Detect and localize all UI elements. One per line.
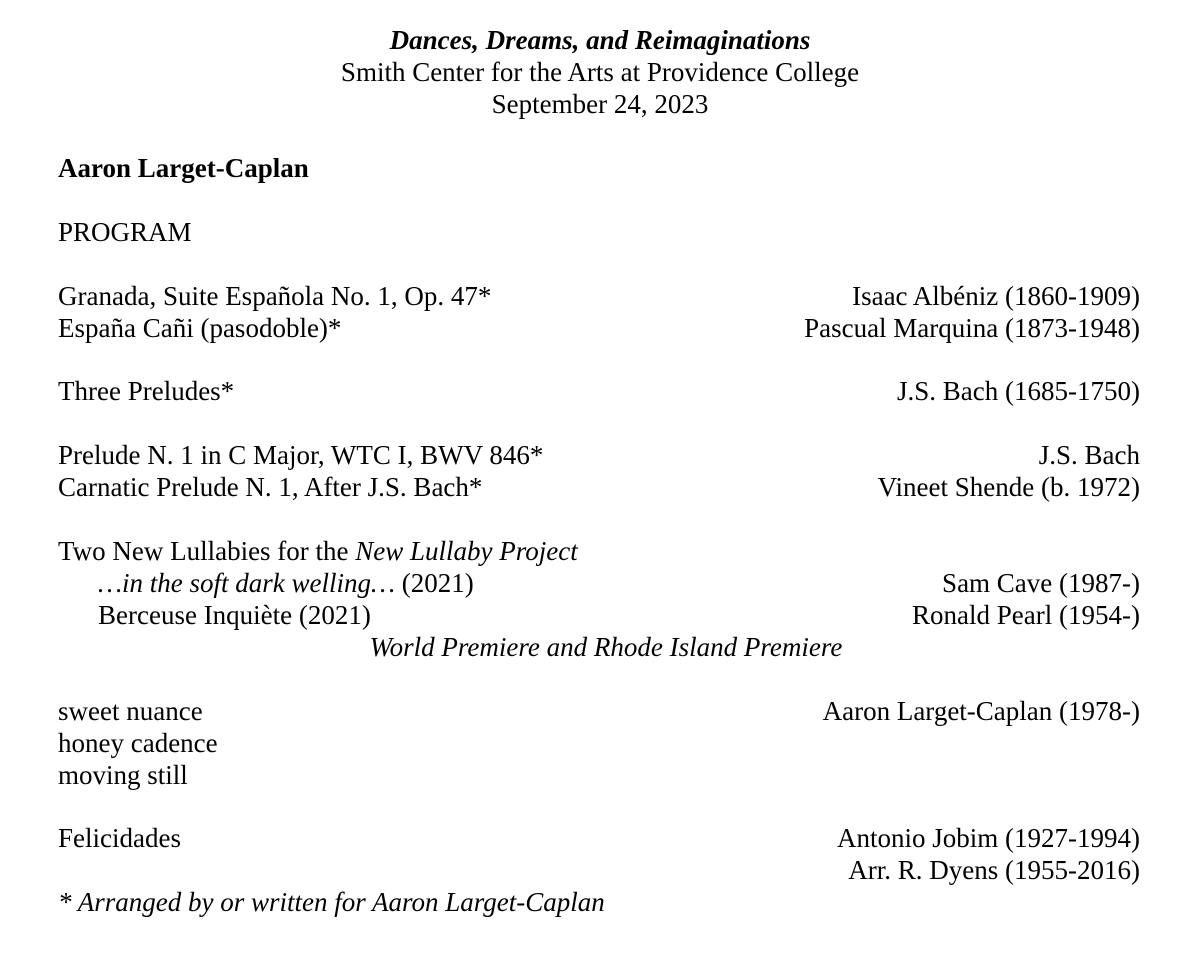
work-title bbox=[58, 567, 474, 599]
composer: Vineet Shende (b. 1972) bbox=[877, 472, 1140, 502]
concert-venue: Smith Center for the Arts at Providence College bbox=[340, 57, 860, 87]
composer: Aaron Larget-Caplan (1978-) bbox=[822, 696, 1140, 726]
program-group bbox=[58, 439, 1140, 503]
program-group bbox=[58, 375, 1140, 407]
composer: Antonio Jobim (1927-1994) bbox=[837, 823, 1140, 853]
program-item bbox=[58, 471, 1140, 503]
concert-date: September 24, 2023 bbox=[491, 89, 709, 119]
program-group bbox=[58, 280, 1140, 344]
concert-header bbox=[0, 24, 1200, 120]
group-heading bbox=[58, 535, 1140, 567]
performer-name: Aaron Larget-Caplan bbox=[58, 153, 309, 183]
footnote: * Arranged by or written for Aaron Larget-Caplan bbox=[58, 887, 605, 917]
group-heading-project: New Lullaby Project bbox=[355, 536, 578, 566]
work-title: Carnatic Prelude N. 1, After J.S. Bach* bbox=[58, 472, 483, 502]
program-item bbox=[58, 312, 1140, 344]
program-item bbox=[58, 599, 1140, 631]
composer: Ronald Pearl (1954-) bbox=[912, 600, 1140, 630]
group-heading-plain: Two New Lullabies for the bbox=[58, 536, 356, 566]
program-item bbox=[58, 822, 1140, 854]
program-item bbox=[58, 759, 1140, 791]
work-title: Granada, Suite Española No. 1, Op. 47* bbox=[58, 281, 492, 311]
work-title-italic: …in the soft dark welling… bbox=[98, 568, 395, 598]
premiere-note: World Premiere and Rhode Island Premiere bbox=[369, 632, 843, 662]
work-title: sweet nuance bbox=[58, 696, 203, 726]
program-item bbox=[58, 375, 1140, 407]
composer: J.S. Bach (1685-1750) bbox=[897, 376, 1140, 406]
program-item bbox=[58, 567, 1140, 599]
composer: J.S. Bach bbox=[1038, 440, 1140, 470]
program-label: PROGRAM bbox=[58, 217, 192, 247]
work-title: Berceuse Inquiète (2021) bbox=[98, 600, 371, 630]
composer: Pascual Marquina (1873-1948) bbox=[804, 313, 1140, 343]
work-title: Felicidades bbox=[58, 823, 181, 853]
program-item bbox=[58, 695, 1140, 727]
program-item bbox=[58, 439, 1140, 471]
program-group-lullabies bbox=[58, 535, 1140, 663]
work-title: España Cañi (pasodoble)* bbox=[58, 313, 342, 343]
concert-title: Dances, Dreams, and Reimaginations bbox=[389, 25, 811, 55]
program-group bbox=[58, 695, 1140, 791]
composer: Isaac Albéniz (1860-1909) bbox=[852, 281, 1140, 311]
program-group bbox=[58, 822, 1140, 886]
composer: Sam Cave (1987-) bbox=[942, 568, 1140, 598]
group-heading-text bbox=[58, 535, 578, 567]
work-title: Three Preludes* bbox=[58, 376, 235, 406]
program-item bbox=[58, 280, 1140, 312]
work-title: moving still bbox=[58, 760, 188, 790]
work-title: honey cadence bbox=[58, 728, 218, 758]
work-title-year: (2021) bbox=[395, 568, 474, 598]
program-item bbox=[58, 727, 1140, 759]
program-item bbox=[58, 854, 1140, 886]
work-title: Prelude N. 1 in C Major, WTC I, BWV 846* bbox=[58, 440, 544, 470]
arranger: Arr. R. Dyens (1955-2016) bbox=[848, 855, 1140, 885]
